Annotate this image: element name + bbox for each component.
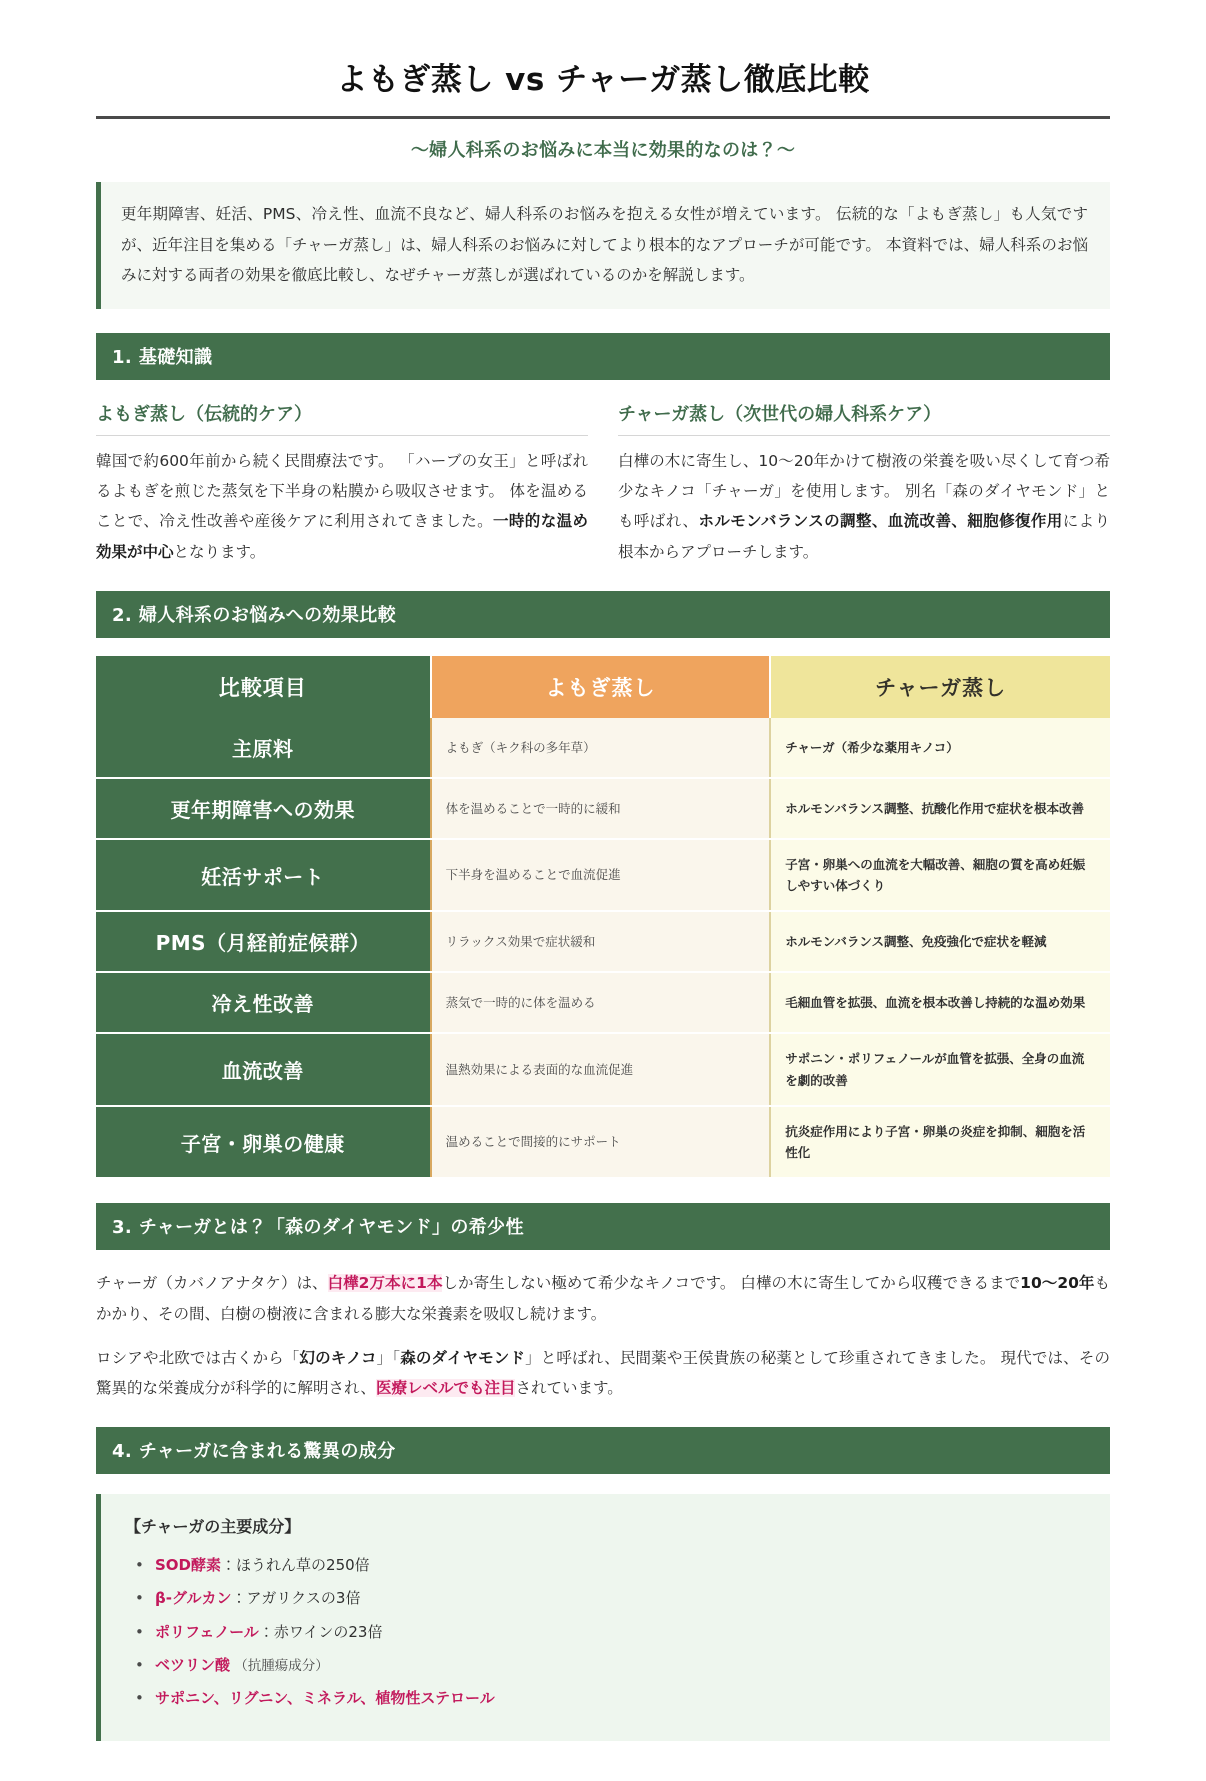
table-cell-yomogi: よもぎ（キク科の多年草）	[431, 718, 771, 778]
section1-columns	[96, 400, 1110, 567]
yomogi-body-part2: となります。	[173, 542, 266, 561]
table-row	[96, 718, 1110, 778]
s3p1-highlight: 白樺2万本に1本	[327, 1274, 443, 1293]
table-cell-chaga: 子宮・卵巣への血流を大幅改善、細胞の質を高め妊娠しやすい体づくり	[770, 839, 1110, 912]
table-cell-yomogi: 蒸気で一時的に体を温める	[431, 972, 771, 1033]
s3p2-a: ロシアや北欧では古くから「	[96, 1348, 300, 1367]
table-header-chaga: チャーガ蒸し	[770, 656, 1110, 718]
table-cell-chaga: ホルモンバランス調整、免疫強化で症状を軽減	[770, 911, 1110, 972]
table-cell-chaga: チャーガ（希少な薬用キノコ）	[770, 718, 1110, 778]
s3p1-a: チャーガ（カバノアナタケ）は、	[96, 1274, 328, 1293]
ingredient-note: （抗腫瘍成分）	[230, 1657, 329, 1674]
s3p1-bold: 10〜20年	[1020, 1274, 1095, 1293]
column-body-yomogi	[96, 446, 588, 567]
s3p1-c: もかかり、その間、白樹の樹液に含まれる膨大な栄養素を吸収し続けます。	[96, 1274, 1110, 1323]
table-body	[96, 718, 1110, 1179]
chaga-body-part1: 白樺の木に寄生し、10〜20年かけて樹液の栄養を吸い尽くして育つ希少なキノコ「チャーガ」を使用します。 別名「森のダイヤモンド」とも呼ばれ、	[618, 451, 1110, 531]
column-yomogi	[96, 400, 588, 567]
ingredients-list	[125, 1549, 1086, 1715]
s3p2-bold1: 幻のキノコ	[299, 1348, 377, 1367]
column-title-yomogi: よもぎ蒸し（伝統的ケア）	[96, 400, 588, 436]
s3p2-highlight: 医療レベルでも注目	[375, 1378, 516, 1397]
column-chaga	[618, 400, 1110, 567]
s3p2-bold2: 森のダイヤモンド	[400, 1348, 526, 1367]
table-cell-chaga: 抗炎症作用により子宮・卵巣の炎症を抑制、細胞を活性化	[770, 1106, 1110, 1179]
table-cell-item: 冷え性改善	[96, 972, 431, 1033]
s3p1-b: しか寄生しない極めて希少なキノコです。 白樺の木に寄生してから収穫できるまで	[442, 1274, 1021, 1293]
s3p2-b: 」「	[376, 1348, 401, 1367]
list-item	[125, 1682, 1086, 1715]
ingredient-separator: ：	[258, 1622, 274, 1641]
table-cell-item: 子宮・卵巣の健康	[96, 1106, 431, 1179]
table-cell-chaga: ホルモンバランス調整、抗酸化作用で症状を根本改善	[770, 778, 1110, 839]
yomogi-body-part1: 韓国で約600年前から続く民間療法です。 「ハーブの女王」と呼ばれるよもぎを煎じた蒸気を下半身の粘膜から吸収させます。 体を温めることで、冷え性改善や産後ケアに利用されてきました。	[96, 451, 588, 531]
s3p2-d: されています。	[515, 1378, 623, 1397]
ingredient-value: ほうれん草の250倍	[236, 1556, 370, 1575]
list-item	[125, 1582, 1086, 1615]
table-cell-chaga: 毛細血管を拡張、血流を根本改善し持続的な温め効果	[770, 972, 1110, 1033]
column-body-chaga	[618, 446, 1110, 567]
table-row	[96, 972, 1110, 1033]
ingredient-value: 赤ワインの23倍	[273, 1622, 383, 1641]
section3-paragraph-1	[96, 1268, 1110, 1328]
table-header-item: 比較項目	[96, 656, 431, 718]
table-cell-yomogi: リラックス効果で症状緩和	[431, 911, 771, 972]
list-item	[125, 1549, 1086, 1582]
yomogi-body-bold: 一時的な温め効果が中心	[96, 512, 588, 561]
table-row	[96, 778, 1110, 839]
table-row	[96, 839, 1110, 912]
table-row	[96, 911, 1110, 972]
ingredients-callout	[96, 1494, 1110, 1741]
table-head	[96, 656, 1110, 718]
table-header-yomogi: よもぎ蒸し	[431, 656, 771, 718]
ingredient-name: SOD酵素	[155, 1556, 222, 1575]
table-cell-item: PMS（月経前症候群）	[96, 911, 431, 972]
table-header-row	[96, 656, 1110, 718]
ingredient-name: サポニン、リグニン、ミネラル、植物性ステロール	[155, 1689, 495, 1708]
ingredient-value: アガリクスの3倍	[246, 1589, 361, 1608]
section-header-1: 1. 基礎知識	[96, 333, 1110, 380]
column-title-chaga: チャーガ蒸し（次世代の婦人科系ケア）	[618, 400, 1110, 436]
ingredient-name: β-グルカン	[155, 1589, 232, 1608]
chaga-body-bold: ホルモンバランスの調整、血流改善、細胞修復作用	[698, 512, 1063, 531]
section3-paragraph-2	[96, 1343, 1110, 1403]
table-cell-item: 妊活サポート	[96, 839, 431, 912]
table-cell-yomogi: 下半身を温めることで血流促進	[431, 839, 771, 912]
ingredient-separator: ：	[221, 1556, 237, 1575]
table-cell-chaga: サポニン・ポリフェノールが血管を拡張、全身の血流を劇的改善	[770, 1033, 1110, 1106]
table-cell-item: 血流改善	[96, 1033, 431, 1106]
page-title: よもぎ蒸し vs チャーガ蒸し徹底比較	[336, 62, 870, 98]
table-row	[96, 1106, 1110, 1179]
table-cell-item: 更年期障害への効果	[96, 778, 431, 839]
table-cell-yomogi: 温熱効果による表面的な血流促進	[431, 1033, 771, 1106]
list-item	[125, 1649, 1086, 1682]
table-cell-yomogi: 体を温めることで一時的に緩和	[431, 778, 771, 839]
table-row	[96, 1033, 1110, 1106]
table-cell-yomogi: 温めることで間接的にサポート	[431, 1106, 771, 1179]
ingredient-name: ポリフェノール	[155, 1622, 259, 1641]
intro-text: 更年期障害、妊活、PMS、冷え性、血流不良など、婦人科系のお悩みを抱える女性が増えています。 伝統的な「よもぎ蒸し」も人気ですが、近年注目を集める「チャーガ蒸し」は、婦人科系のお悩みに対してより根本的なアプローチが可能です。 本資料では、婦人科系のお悩みに対する両者の効果を徹底比較し、なぜチャーガ蒸しが選ばれているのかを解説します。	[121, 205, 1088, 284]
section-header-4: 4. チャーガに含まれる驚異の成分	[96, 1427, 1110, 1474]
ingredient-separator: ：	[231, 1589, 247, 1608]
s3p2-c: 」と呼ばれ、民間薬や王侯貴族の秘薬として珍重されてきました。 現代では、その驚異的な栄養成分が科学的に解明され、	[96, 1348, 1110, 1397]
ingredients-heading: 【チャーガの主要成分】	[125, 1517, 301, 1537]
ingredient-name: ベツリン酸	[155, 1655, 231, 1674]
page-subtitle: 〜婦人科系のお悩みに本当に効果的なのは？〜	[410, 140, 796, 162]
title-divider	[96, 116, 1110, 119]
table-cell-item: 主原料	[96, 718, 431, 778]
intro-callout	[96, 182, 1110, 309]
list-item	[125, 1616, 1086, 1649]
section-header-2: 2. 婦人科系のお悩みへの効果比較	[96, 591, 1110, 638]
section-header-3: 3. チャーガとは？「森のダイヤモンド」の希少性	[96, 1203, 1110, 1250]
chaga-body-part2: により根本からアプローチします。	[618, 512, 1110, 561]
comparison-table	[96, 656, 1110, 1180]
